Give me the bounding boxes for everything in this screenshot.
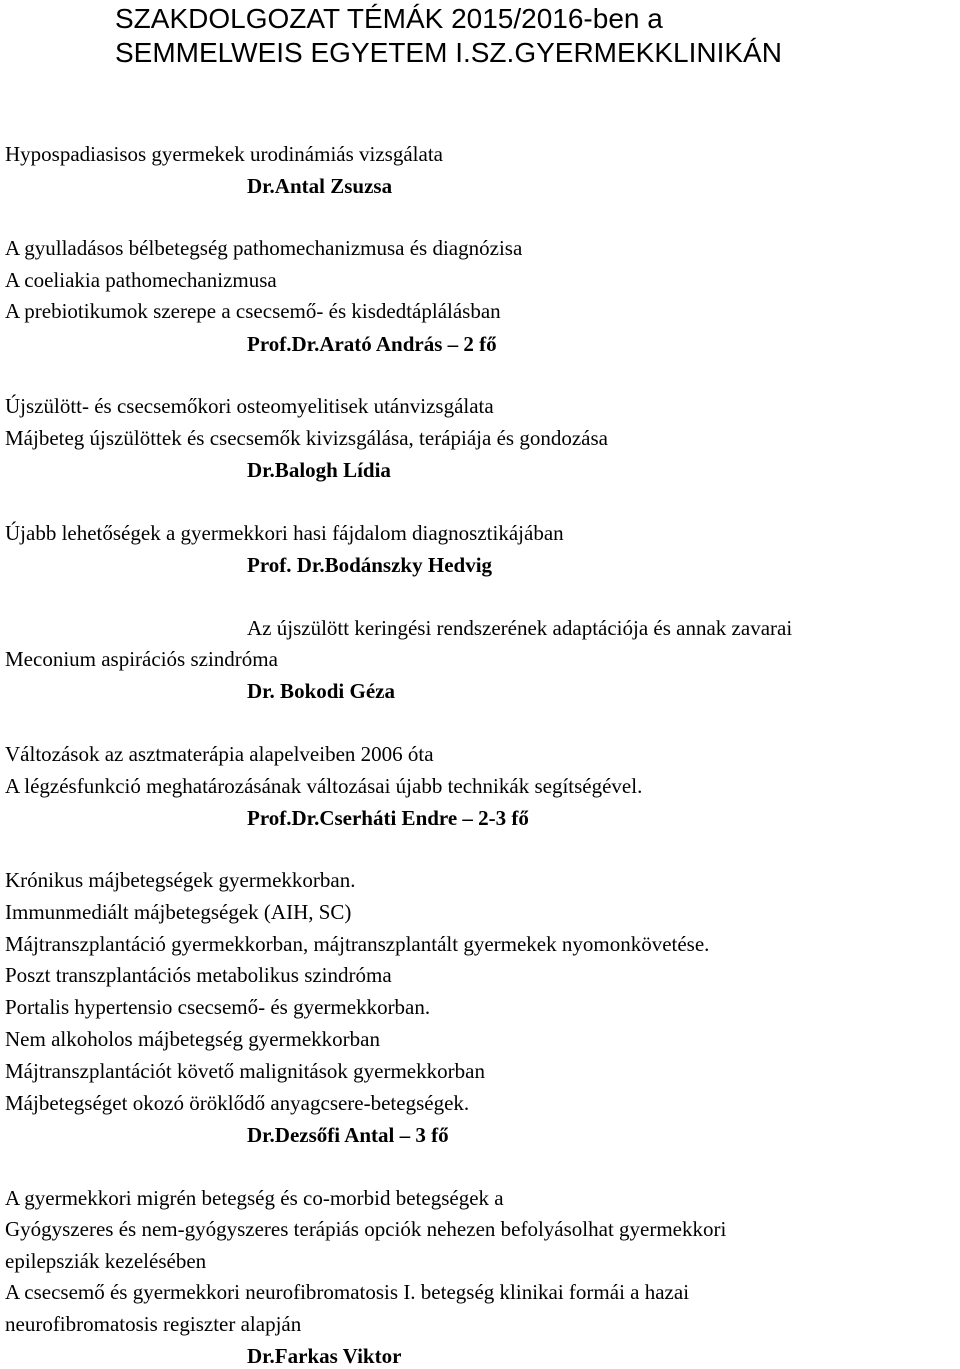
topic-line: Májtranszplantációt követő malignitások gyermekkorban xyxy=(5,1059,485,1083)
supervisor-name: Prof.Dr.Arató András – 2 fő xyxy=(247,332,497,356)
topic-line: Poszt transzplantációs metabolikus szindróma xyxy=(5,963,392,987)
topic-line: Májbetegséget okozó öröklődő anyagcsere-betegségek. xyxy=(5,1091,470,1115)
supervisor-name: Dr.Balogh Lídia xyxy=(247,458,391,482)
title-line-2: SEMMELWEIS EGYETEM I.SZ.GYERMEKKLINIKÁN xyxy=(115,37,782,68)
topic-line: A légzésfunkció meghatározásának változásai újabb technikák segítségével. xyxy=(5,774,643,798)
topic-line: Újabb lehetőségek a gyermekkori hasi fájdalom diagnosztikájában xyxy=(5,521,564,545)
topic-line-indented: Az újszülött keringési rendszerének adaptációja és annak zavarai xyxy=(247,616,793,640)
topic-line: neurofibromatosis regiszter alapján xyxy=(5,1312,302,1336)
supervisor-name: Prof. Dr.Bodánszky Hedvig xyxy=(247,553,493,577)
topic-line: Újszülött- és csecsemőkori osteomyelitisek utánvizsgálata xyxy=(5,394,494,418)
topic-line: A prebiotikumok szerepe a csecsemő- és kisdedtáplálásban xyxy=(5,299,501,323)
supervisor-name: Dr.Dezsőfi Antal – 3 fő xyxy=(247,1123,449,1147)
topic-line: Portalis hypertensio csecsemő- és gyermekkorban. xyxy=(5,995,431,1019)
topic-line: Krónikus májbetegségek gyermekkorban. xyxy=(5,868,356,892)
topic-line: Nem alkoholos májbetegség gyermekkorban xyxy=(5,1027,380,1051)
topic-line: A csecsemő és gyermekkori neurofibromatosis I. betegség klinikai formái a hazai xyxy=(5,1280,690,1304)
topic-line: Immunmediált májbetegségek (AIH, SC) xyxy=(5,900,352,924)
topic-line: Változások az asztmaterápia alapelveiben 2006 óta xyxy=(5,742,434,766)
topic-line: Májbeteg újszülöttek és csecsemők kivizsgálása, terápiája és gondozása xyxy=(5,426,608,450)
topic-line: Meconium aspirációs szindróma xyxy=(5,647,278,671)
topic-line: A coeliakia pathomechanizmusa xyxy=(5,268,277,292)
document-title xyxy=(115,2,955,70)
supervisor-name: Dr.Farkas Viktor xyxy=(247,1344,402,1368)
topic-line: epilepsziák kezelésében xyxy=(5,1249,207,1273)
topic-line: Gyógyszeres és nem-gyógyszeres terápiás opciók nehezen befolyásolhat gyermekkori xyxy=(5,1217,727,1241)
supervisor-name: Prof.Dr.Cserháti Endre – 2-3 fő xyxy=(247,806,529,830)
topic-line: Májtranszplantáció gyermekkorban, májtranszplantált gyermekek nyomonkövetése. xyxy=(5,932,710,956)
topic-line: Hypospadiasisos gyermekek urodinámiás vizsgálata xyxy=(5,142,443,166)
topic-line: A gyulladásos bélbetegség pathomechanizmusa és diagnózisa xyxy=(5,236,523,260)
topic-line: A gyermekkori migrén betegség és co-morbid betegségek a xyxy=(5,1186,504,1210)
supervisor-name: Dr.Antal Zsuzsa xyxy=(247,174,393,198)
supervisor-name: Dr. Bokodi Géza xyxy=(247,679,395,703)
title-line-1: SZAKDOLGOZAT TÉMÁK 2015/2016-ben a xyxy=(115,3,663,34)
